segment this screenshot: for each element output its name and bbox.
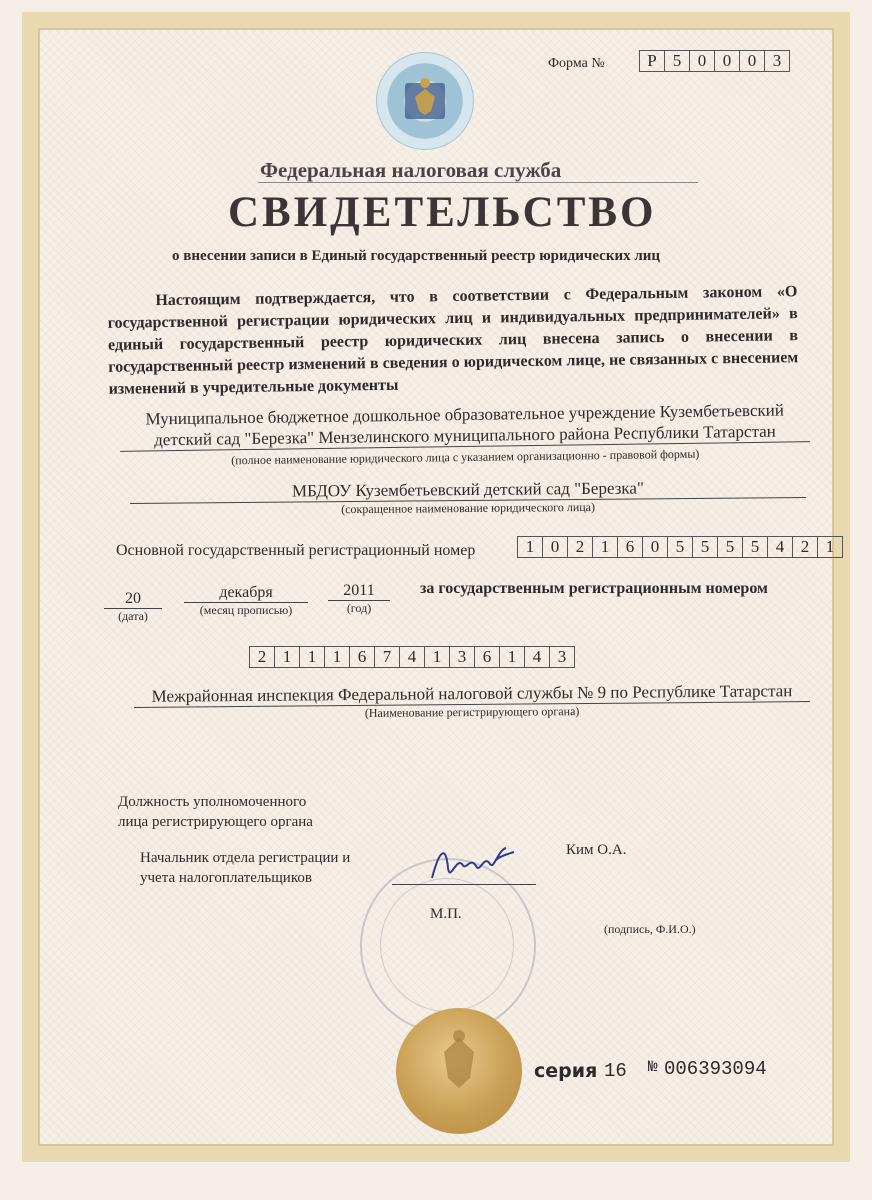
mp-label: М.П.	[430, 906, 462, 922]
reg-number-digit-cell: 1	[274, 646, 300, 668]
reg-number-digit-cell: 4	[524, 646, 550, 668]
position-label-line-2: лица регистрирующего органа	[118, 814, 313, 830]
reg-number-digit-cell: 3	[449, 646, 475, 668]
form-code-cell: 3	[764, 50, 790, 72]
form-code-cell: 0	[689, 50, 715, 72]
ogrn-digit-cell: 0	[542, 536, 568, 558]
reg-number-digit-cell: 1	[299, 646, 325, 668]
agency-name: Федеральная налоговая служба	[260, 158, 562, 182]
signature-caption: (подпись, Ф.И.О.)	[604, 922, 696, 936]
signatory-position-line-2: учета налогоплательщиков	[140, 870, 312, 886]
position-label	[118, 792, 313, 832]
ogrn-digit-cell: 2	[567, 536, 593, 558]
full-name-block	[120, 399, 811, 473]
series-label: серия	[534, 1060, 598, 1082]
date-month-caption: (месяц прописью)	[199, 603, 293, 617]
ogrn-digit-cell: 5	[692, 536, 718, 558]
full-name-line-1: Муниципальное бюджетное дошкольное образовательное учреждение Кузембетьевский	[145, 400, 785, 429]
date-year-caption: (год)	[346, 601, 372, 615]
reg-number-digit-cell: 4	[399, 646, 425, 668]
short-name-caption: (сокращенное наименование юридического лица)	[341, 499, 596, 517]
form-code-cell: 0	[714, 50, 740, 72]
form-label: Форма №	[548, 56, 605, 71]
date-day-caption: (дата)	[118, 609, 148, 623]
ogrn-digit-cell: 5	[742, 536, 768, 558]
form-code-cells	[640, 50, 790, 72]
form-code-cell: Р	[639, 50, 665, 72]
serial-number: 006393094	[664, 1058, 767, 1080]
date-year-block	[328, 582, 390, 616]
full-name-line-2: детский сад "Березка" Мензелинского муниципального района Республики Татарстан	[120, 420, 810, 452]
ogrn-cells	[518, 536, 843, 558]
signatory-name: Ким О.А.	[566, 842, 627, 858]
short-name-value: МБДОУ Кузембетьевский детский сад "Березка"	[130, 477, 806, 504]
ogrn-digit-cell: 5	[667, 536, 693, 558]
authority-block	[134, 681, 810, 723]
date-month-block	[184, 584, 308, 618]
ogrn-digit-cell: 4	[767, 536, 793, 558]
agency-underline	[258, 182, 698, 183]
date-day: 20	[104, 590, 162, 609]
reg-number-digit-cell: 2	[249, 646, 275, 668]
signatory-position-line-1: Начальник отдела регистрации и	[140, 850, 351, 866]
form-code-cell: 5	[664, 50, 690, 72]
reg-number-digit-cell: 6	[349, 646, 375, 668]
date-day-block	[104, 590, 162, 624]
signature-icon	[426, 838, 522, 890]
authority-value: Межрайонная инспекция Федеральной налоговой службы № 9 по Республике Татарстан	[134, 681, 810, 708]
ogrn-digit-cell: 5	[717, 536, 743, 558]
reg-number-digit-cell: 3	[549, 646, 575, 668]
ogrn-label: Основной государственный регистрационный номер	[116, 542, 476, 559]
series-value: 16	[604, 1060, 627, 1082]
ogrn-digit-cell: 1	[817, 536, 843, 558]
paragraph-text: Настоящим подтверждается, что в соответствии с Федеральным законом «О государственной регистрации юридических лиц и индивидуальных предпринимателей» в единый государственный реестр юридических лиц внесена запись о внесении в государственный реестр изменений в сведения о юридическом лице, не связанных с внесением изменений в учредительные документы	[107, 283, 799, 398]
position-label-line-1: Должность уполномоченного	[118, 794, 307, 810]
certification-paragraph	[107, 281, 798, 401]
date-month: декабря	[184, 584, 308, 603]
ogrn-digit-cell: 0	[642, 536, 668, 558]
gold-seal-icon	[396, 1008, 522, 1134]
signatory-position	[140, 848, 350, 888]
reg-number-digit-cell: 1	[499, 646, 525, 668]
number-label: №	[648, 1058, 658, 1076]
reg-number-digit-cell: 1	[424, 646, 450, 668]
ogrn-digit-cell: 1	[592, 536, 618, 558]
reg-number-digit-cell: 6	[474, 646, 500, 668]
reg-number-digit-cell: 1	[324, 646, 350, 668]
authority-caption: (Наименование регистрирующего органа)	[364, 704, 580, 720]
short-name-block	[130, 477, 806, 519]
ogrn-digit-cell: 6	[617, 536, 643, 558]
date-year: 2011	[328, 582, 390, 601]
reg-number-label: за государственным регистрационным номером	[420, 580, 768, 597]
reg-number-cells	[250, 646, 575, 668]
document-title: СВИДЕТЕЛЬСТВО	[228, 189, 657, 236]
ogrn-digit-cell: 2	[792, 536, 818, 558]
eagle-emblem-icon	[376, 52, 474, 150]
ogrn-digit-cell: 1	[517, 536, 543, 558]
signature-line	[392, 884, 536, 885]
document-subtitle: о внесении записи в Единый государственный реестр юридических лиц	[172, 248, 661, 264]
reg-number-digit-cell: 7	[374, 646, 400, 668]
form-code-cell: 0	[739, 50, 765, 72]
full-name-caption: (полное наименование юридического лица с указанием организационно - правовой формы)	[231, 446, 700, 468]
